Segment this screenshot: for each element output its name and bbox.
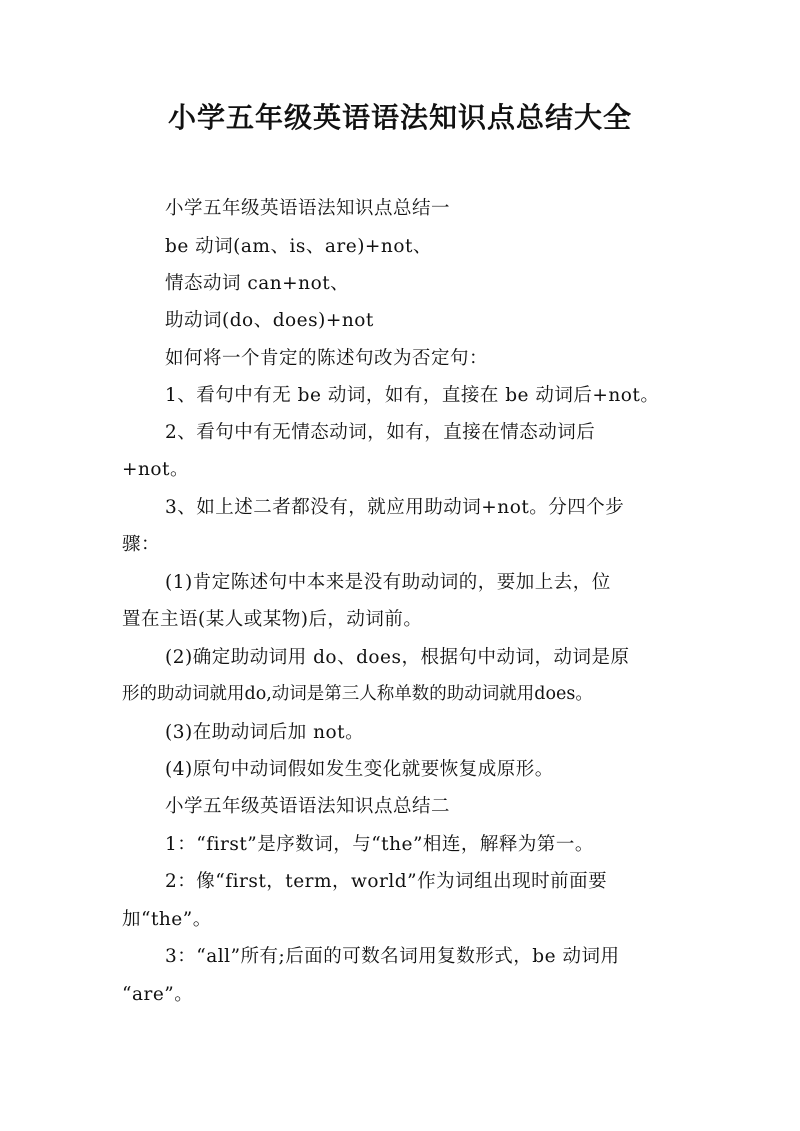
- text-line: (1)肯定陈述句中本来是没有助动词的，要加上去，位: [165, 572, 611, 593]
- text-line: (3)在助动词后加 not。: [165, 722, 365, 743]
- text-line: 2：像“first，term，world”作为词组出现时前面要: [165, 871, 608, 892]
- text-line: “are”。: [122, 984, 194, 1005]
- text-line: +not。: [122, 459, 189, 480]
- text-line: 如何将一个肯定的陈述句改为否定句：: [165, 348, 489, 369]
- text-line: 2、看句中有无情态动词，如有，直接在情态动词后: [165, 422, 596, 443]
- text-line: be 动词(am、is、are)+not、: [165, 236, 432, 257]
- text-line: 形的助动词就用do,动词是第三人称单数的助动词就用does。: [122, 684, 593, 704]
- text-line: 骤：: [122, 534, 161, 555]
- text-line: 1：“first”是序数词，与“the”相连，解释为第一。: [165, 834, 594, 855]
- text-line: 置在主语(某人或某物)后，动词前。: [122, 609, 423, 630]
- text-line: 加“the”。: [122, 909, 212, 930]
- text-line: 助动词(do、does)+not: [165, 310, 374, 331]
- section-heading-2: 小学五年级英语语法知识点总结二: [165, 796, 451, 817]
- text-line: 情态动词 can+not、: [165, 273, 350, 294]
- text-line: (2)确定助动词用 do、does，根据句中动词，动词是原: [165, 647, 630, 668]
- section-heading-1: 小学五年级英语语法知识点总结一: [165, 198, 451, 219]
- text-line: (4)原句中动词假如发生变化就要恢复成原形。: [165, 759, 554, 780]
- text-line: 3、如上述二者都没有，就应用助动词+not。分四个步: [165, 497, 625, 518]
- text-line: 3：“all”所有;后面的可数名词用复数形式，be 动词用: [165, 946, 620, 967]
- text-line: 1、看句中有无 be 动词，如有，直接在 be 动词后+not。: [165, 385, 660, 406]
- document-title: 小学五年级英语语法知识点总结大全: [167, 101, 632, 134]
